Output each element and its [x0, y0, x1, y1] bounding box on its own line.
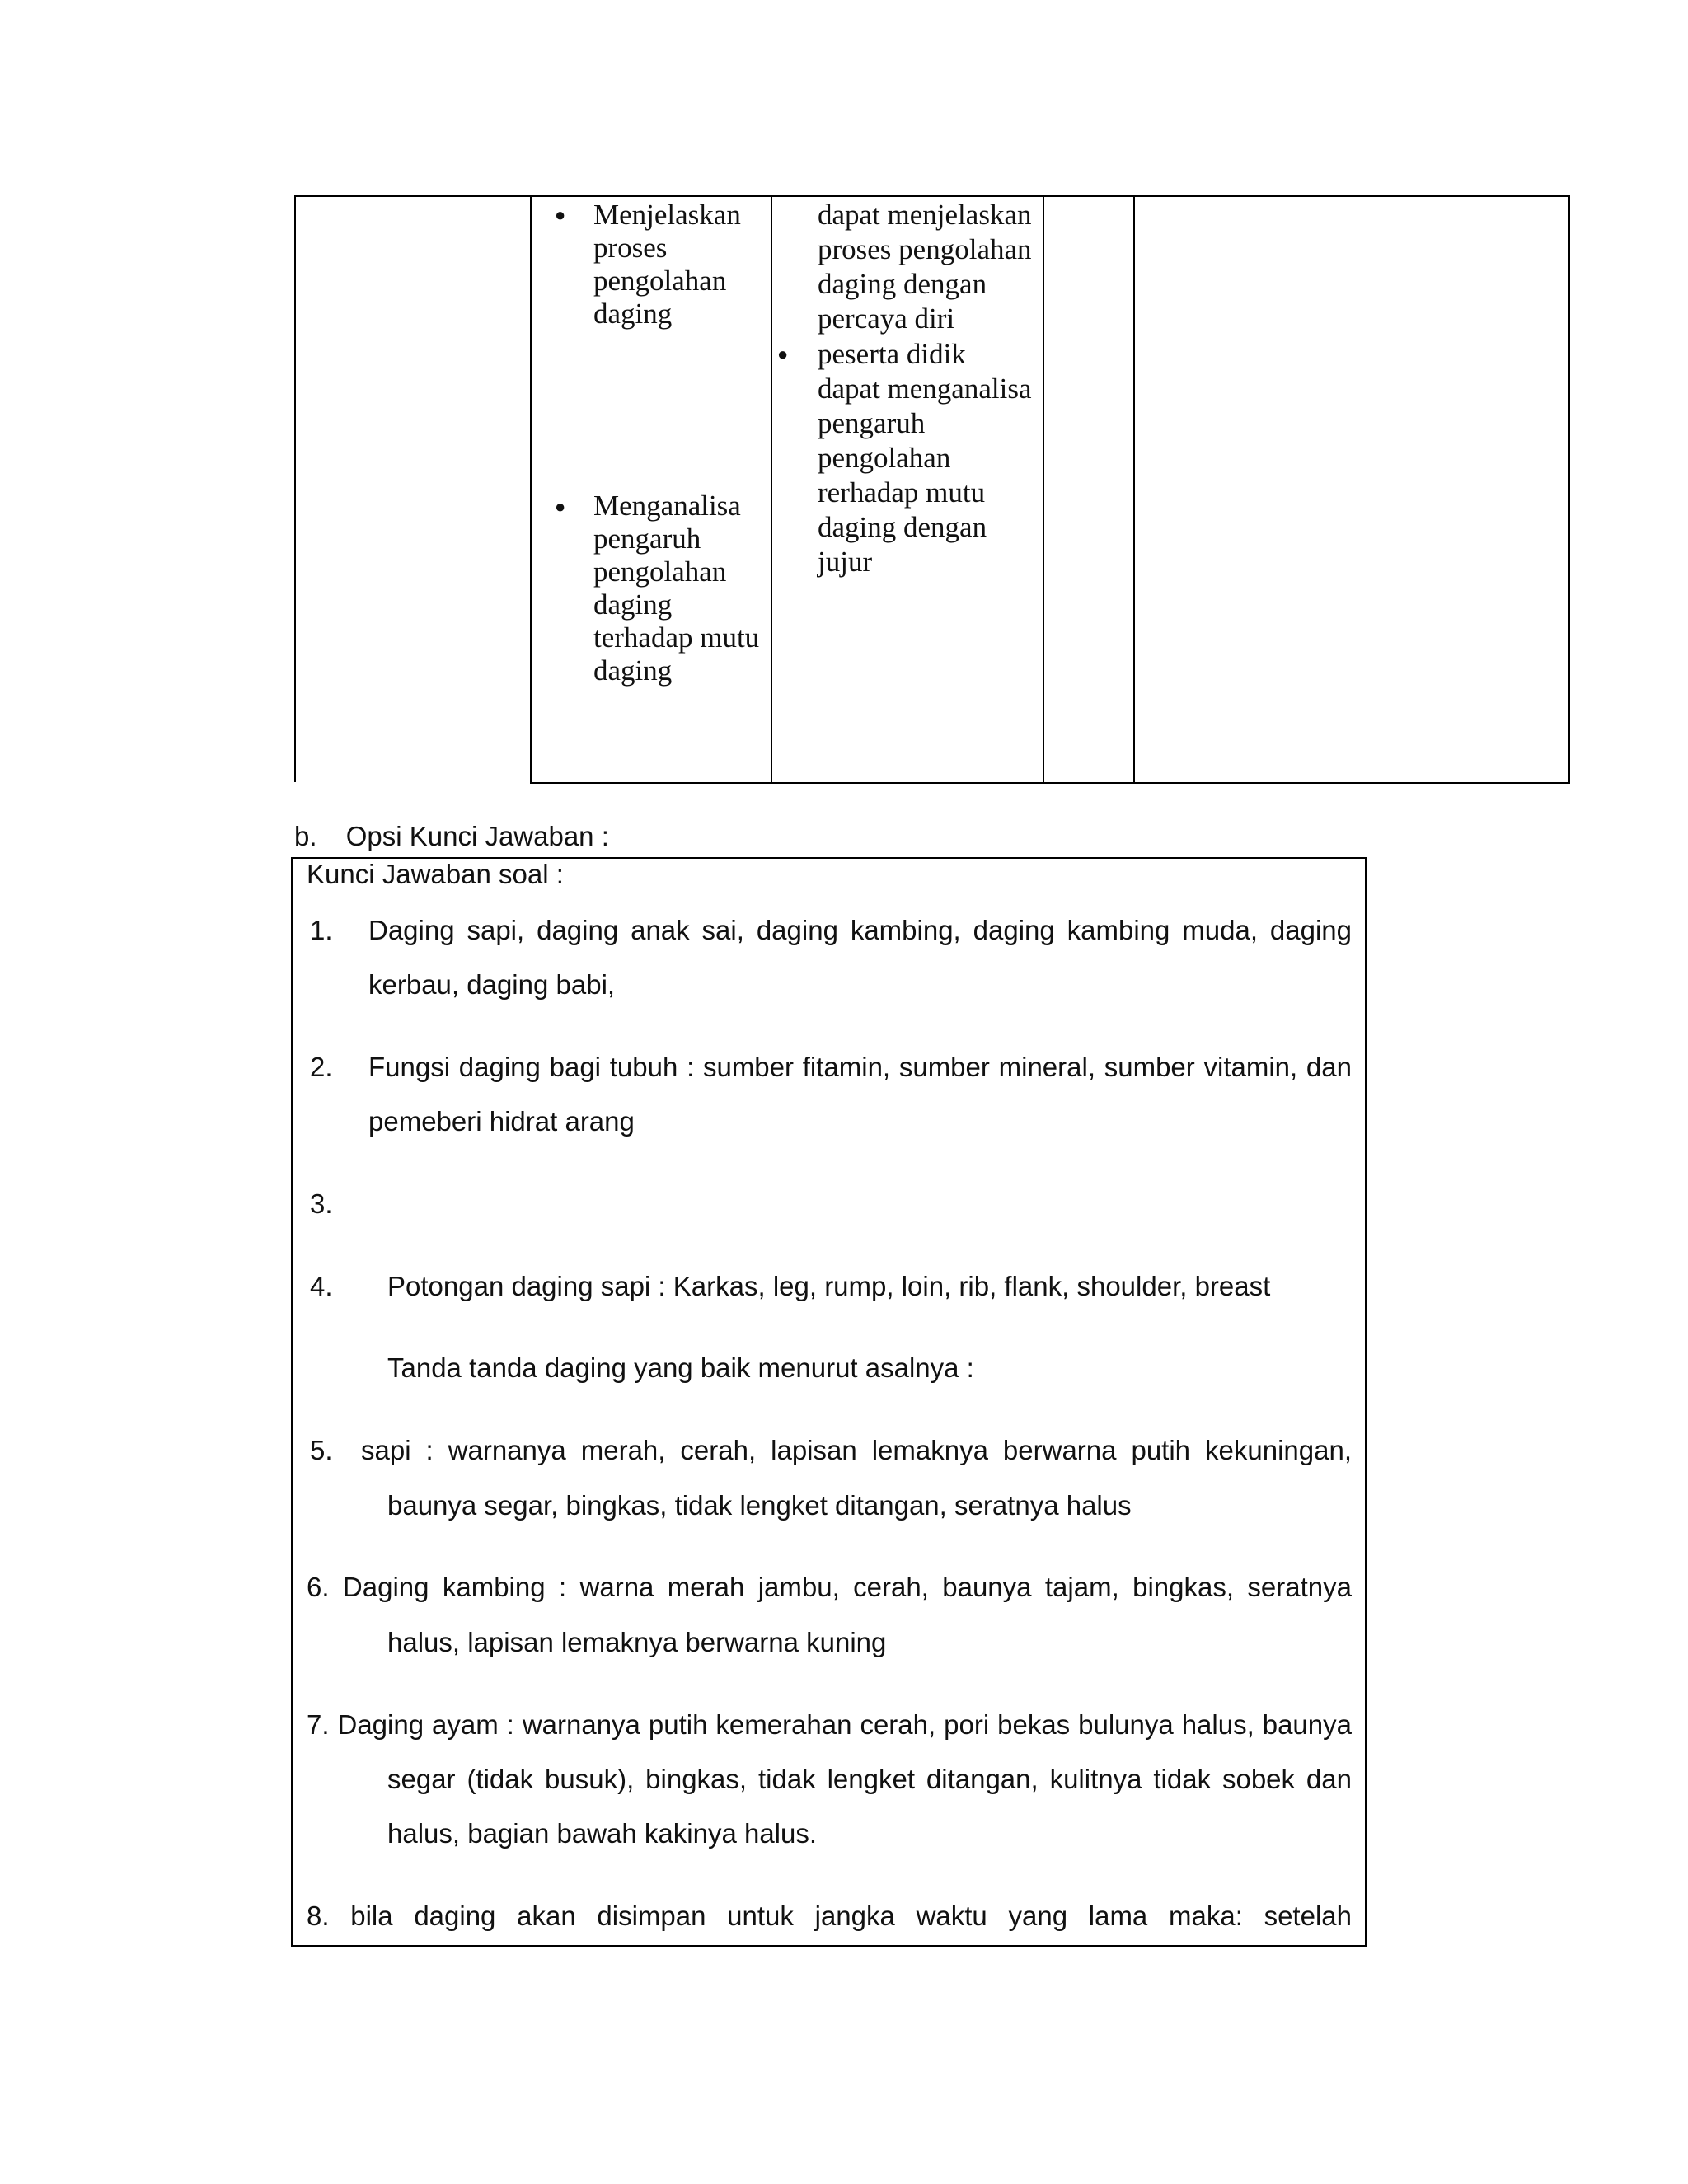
section-heading: [294, 821, 609, 852]
answer-number: 2.: [310, 1052, 333, 1082]
section-label: b.: [294, 821, 317, 851]
indicator-line: peserta didik: [818, 338, 966, 370]
indicator-line: pengolahan: [818, 442, 951, 474]
table-left-border: [294, 195, 296, 782]
answer-line: segar (tidak busuk), bingkas, tidak lengket ditangan, kulitnya tidak sobek dan: [387, 1764, 1352, 1794]
objective-line: daging: [593, 588, 673, 621]
answer-number: 5.: [310, 1435, 333, 1465]
answer-number: 4.: [310, 1271, 333, 1301]
indicator-text-2: [818, 337, 1044, 579]
objective-line: proses: [593, 232, 668, 264]
answer-line: kerbau, daging babi,: [368, 969, 616, 1000]
indicator-line: jujur: [818, 546, 873, 578]
bullet-icon: ●: [555, 204, 566, 225]
bullet-icon: ●: [555, 496, 566, 517]
indicator-line: dapat menjelaskan: [818, 199, 1032, 231]
objective-line: daging: [593, 654, 673, 687]
answer-line: Tanda tanda daging yang baik menurut asalnya :: [387, 1352, 974, 1383]
answer-line: 7. Daging ayam : warnanya putih kemerahan cerah, pori bekas bulunya halus, baunya: [307, 1709, 1352, 1740]
objective-line: Menjelaskan: [593, 199, 741, 231]
answer-number: 3.: [310, 1188, 333, 1219]
indicator-text-1: [818, 198, 1044, 336]
table-top-border: [294, 195, 1570, 197]
answer-line: pemeberi hidrat arang: [368, 1106, 635, 1137]
answer-line: Potongan daging sapi : Karkas, leg, rump, loin, rib, flank, shoulder, breast: [387, 1271, 1271, 1301]
bullet-icon: ●: [777, 344, 789, 364]
indicator-line: dapat menganalisa: [818, 373, 1032, 405]
answer-line: halus, lapisan lemaknya berwarna kuning: [387, 1627, 887, 1657]
table-bottom-border: [530, 782, 1570, 784]
objective-line: pengolahan: [593, 265, 727, 297]
answer-key-header: Kunci Jawaban soal :: [307, 859, 564, 889]
table-col-divider-4: [1133, 195, 1135, 784]
answer-line: halus, bagian bawah kakinya halus.: [387, 1818, 818, 1849]
section-title: Opsi Kunci Jawaban :: [345, 821, 609, 851]
indicator-line: rerhadap mutu: [818, 476, 986, 509]
answer-line: 8. bila daging akan disimpan untuk jangka waktu yang lama maka: setelah: [307, 1900, 1352, 1931]
answer-line: sapi : warnanya merah, cerah, lapisan lemaknya berwarna putih kekuningan,: [361, 1435, 1352, 1465]
table-col-divider-1: [530, 195, 532, 784]
objective-line: pengaruh: [593, 523, 701, 555]
objective-line: daging: [593, 298, 673, 330]
indicator-line: percaya diri: [818, 302, 955, 335]
objective-line: pengolahan: [593, 555, 727, 588]
indicator-line: proses pengolahan: [818, 233, 1032, 265]
answer-line: Daging sapi, daging anak sai, daging kambing, daging kambing muda, daging: [368, 915, 1352, 945]
answer-number: 1.: [310, 915, 333, 945]
indicator-line: daging dengan: [818, 511, 987, 543]
answer-line: Fungsi daging bagi tubuh : sumber fitamin, sumber mineral, sumber vitamin, dan: [368, 1052, 1352, 1082]
objective-line: terhadap mutu: [593, 621, 760, 654]
table-right-border: [1568, 195, 1570, 784]
answer-line: 6. Daging kambing : warna merah jambu, cerah, baunya tajam, bingkas, seratnya: [307, 1572, 1352, 1602]
indicator-line: pengaruh: [818, 407, 926, 439]
indicator-line: daging dengan: [818, 268, 987, 300]
objective-line: Menganalisa: [593, 490, 741, 522]
answer-line: baunya segar, bingkas, tidak lengket ditangan, seratnya halus: [387, 1490, 1132, 1521]
